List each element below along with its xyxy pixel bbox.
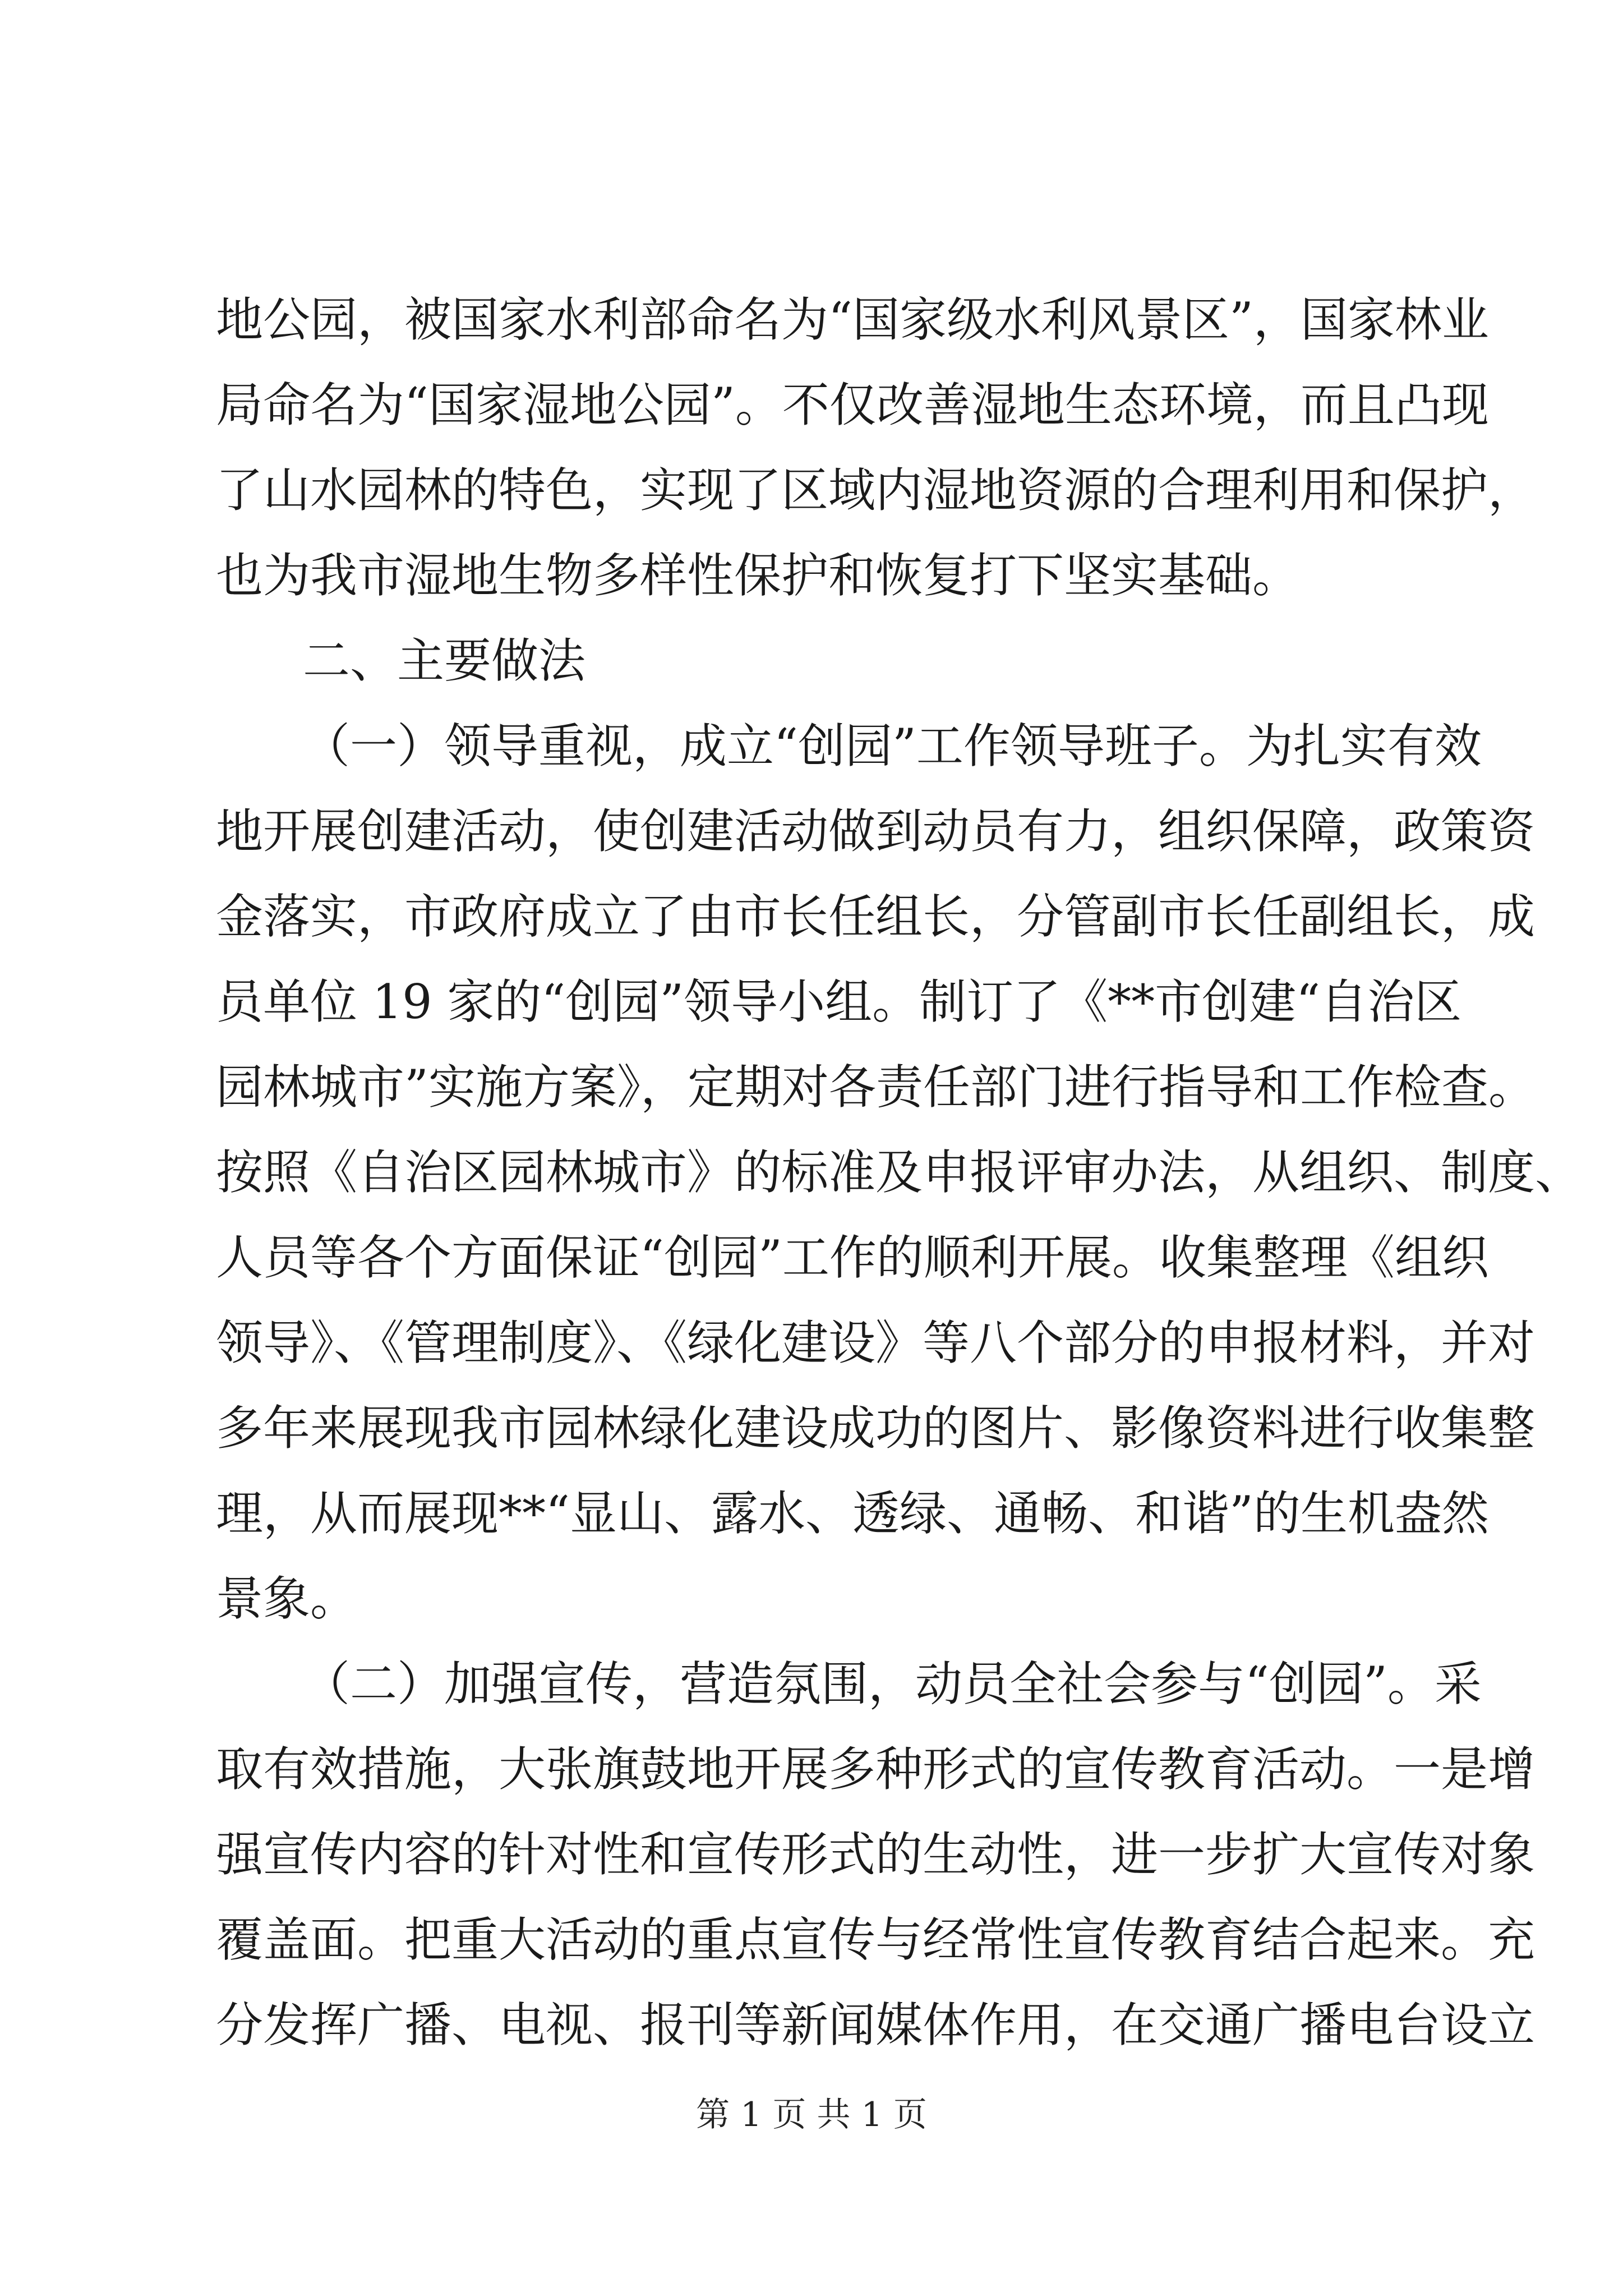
text-line-7: 地开展创建活动，使创建活动做到动员有力，组织保障，政策资 (216, 804, 1536, 859)
text-line-13: 领导》、《管理制度》、《绿化建设》等八个部分的申报材料，并对 (216, 1315, 1536, 1370)
text-line-21: 分发挥广播、电视、报刊等新闻媒体作用，在交通广播电台设立 (216, 1998, 1536, 2053)
text-line-1: 地公园，被国家水利部命名为“国家级水利风景区”，国家林业 (216, 292, 1489, 347)
text-line-11: 按照《自治区园林城市》的标准及申报评审办法，从组织、制度、 (216, 1145, 1583, 1200)
section-heading: 二、主要做法 (303, 633, 586, 688)
text-line-6: （一）领导重视，成立“创园”工作领导班子。为扎实有效 (303, 719, 1482, 774)
text-line-16: 景象。 (216, 1571, 358, 1626)
text-line-3: 了山水园林的特色，实现了区域内湿地资源的合理利用和保护， (216, 463, 1536, 518)
text-line-17: （二）加强宣传，营造氛围，动员全社会参与“创园”。采 (303, 1657, 1482, 1711)
text-line-20: 覆盖面。把重大活动的重点宣传与经常性宣传教育结合起来。充 (216, 1912, 1536, 1967)
text-line-8: 金落实，市政府成立了由市长任组长，分管副市长任副组长，成 (216, 889, 1536, 944)
text-line-12: 人员等各个方面保证“创园”工作的顺利开展。收集整理《组织 (216, 1230, 1489, 1285)
text-line-18: 取有效措施，大张旗鼓地开展多种形式的宣传教育活动。一是增 (216, 1742, 1536, 1797)
text-line-4: 也为我市湿地生物多样性保护和恢复打下坚实基础。 (216, 548, 1300, 603)
text-line-9: 员单位 19 家的“创园”领导小组。制订了《**市创建“自治区 (216, 974, 1462, 1029)
text-line-10: 园林城市”实施方案》，定期对各责任部门进行指导和工作检查。 (216, 1060, 1536, 1115)
text-line-15: 理，从而展现**“显山、露水、透绿、通畅、和谐”的生机盎然 (216, 1486, 1489, 1541)
page-footer: 第 1 页 共 1 页 (696, 2095, 927, 2134)
text-line-2: 局命名为“国家湿地公园”。不仅改善湿地生态环境，而且凸现 (216, 378, 1489, 432)
text-line-14: 多年来展现我市园林绿化建设成功的图片、影像资料进行收集整 (216, 1401, 1536, 1456)
text-line-19: 强宣传内容的针对性和宣传形式的生动性，进一步扩大宣传对象 (216, 1827, 1536, 1882)
